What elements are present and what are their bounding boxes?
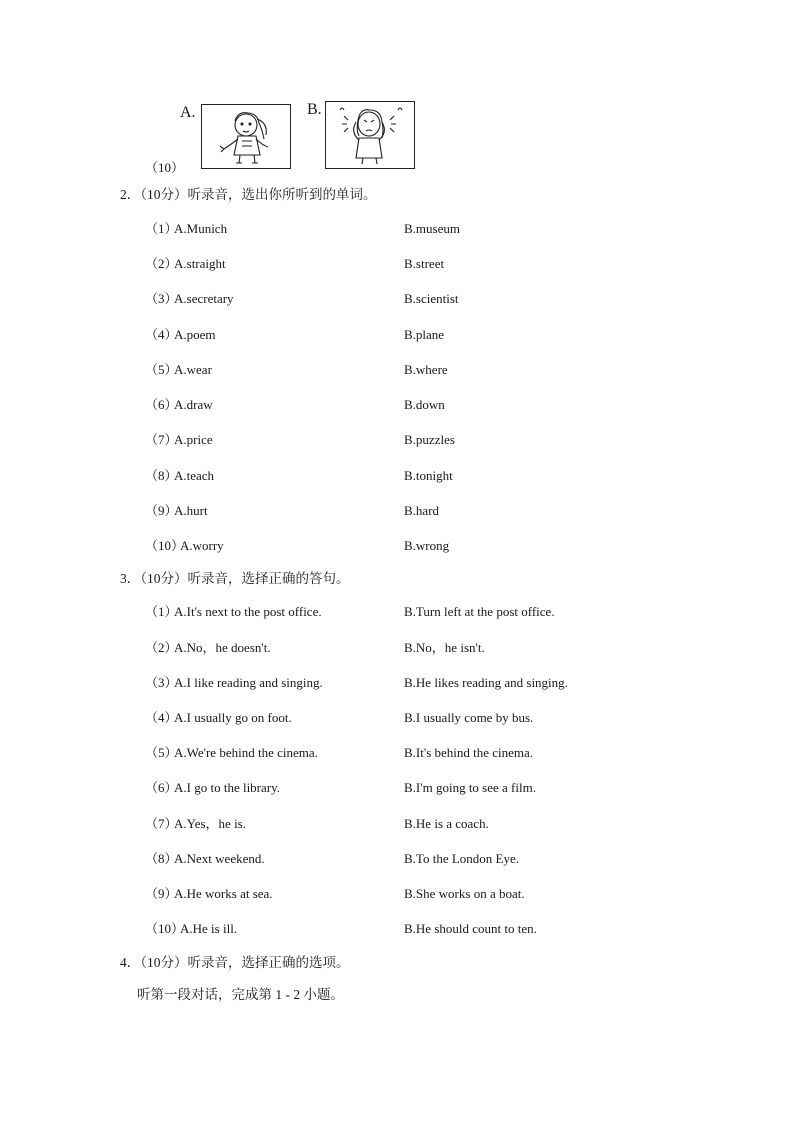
q2-item-1-option-b: B.museum [404, 221, 460, 236]
q3-item-3-number: （3） [145, 675, 178, 690]
q2-item-7-option-a: A.price [174, 432, 213, 447]
q3-item-7-number: （7） [145, 816, 178, 831]
q3-item-4-option-b: B.I usually come by bus. [404, 710, 534, 725]
q3-item-2-option-a: A.No，he doesn't. [174, 640, 271, 655]
q2-item-6-option-a: A.draw [174, 397, 213, 412]
q2-item-9-number: （9） [145, 503, 178, 518]
q2-item-9-option-a: A.hurt [174, 503, 208, 518]
q2-item-10-number: （10） [145, 538, 185, 553]
q3-item-10-number: （10） [145, 921, 185, 936]
q3-item-3-option-b: B.He likes reading and singing. [404, 675, 568, 690]
q2-item-7-number: （7） [145, 432, 178, 447]
q3-item-5-option-a: A.We're behind the cinema. [174, 745, 318, 760]
q3-item-3-option-a: A.I like reading and singing. [174, 675, 323, 690]
q2-item-4-number: （4） [145, 327, 178, 342]
q3-item-9-number: （9） [145, 886, 178, 901]
q3-item-10-option-a: A.He is ill. [180, 921, 238, 936]
q2-item-2-option-b: B.street [404, 256, 445, 271]
q2-item-5-number: （5） [145, 362, 178, 377]
q2-item-5-option-a: A.wear [174, 362, 212, 377]
option-b-picture [325, 101, 415, 169]
q2-item-10-option-b: B.wrong [404, 538, 450, 553]
item-number-10: （10） [145, 160, 185, 175]
q2-item-1-number: （1） [145, 221, 178, 236]
q2-item-10-option-a: A.worry [180, 538, 224, 553]
q3-item-4-option-a: A.I usually go on foot. [174, 710, 292, 725]
q3-item-6-option-b: B.I'm going to see a film. [404, 780, 536, 795]
q2-item-5-option-b: B.where [404, 362, 448, 377]
q3-item-9-option-a: A.He works at sea. [174, 886, 273, 901]
q3-item-8-option-a: A.Next weekend. [174, 851, 265, 866]
q3-item-8-number: （8） [145, 851, 178, 866]
q2-item-4-option-b: B.plane [404, 327, 445, 342]
q2-item-9-option-b: B.hard [404, 503, 440, 518]
q3-item-9-option-b: B.She works on a boat. [404, 886, 525, 901]
q3-item-2-number: （2） [145, 640, 178, 655]
q3-item-6-option-a: A.I go to the library. [174, 780, 281, 795]
q2-item-6-number: （6） [145, 397, 178, 412]
q2-item-8-option-b: B.tonight [404, 468, 453, 483]
q2-item-8-number: （8） [145, 468, 178, 483]
option-a-label: A. [180, 104, 196, 121]
q2-item-7-option-b: B.puzzles [404, 432, 455, 447]
q3-item-5-option-b: B.It's behind the cinema. [404, 745, 534, 760]
q3-item-10-option-b: B.He should count to ten. [404, 921, 537, 936]
q2-item-3-option-a: A.secretary [174, 291, 234, 306]
q3-item-1-option-b: B.Turn left at the post office. [404, 604, 555, 619]
q2-item-3-option-b: B.scientist [404, 291, 459, 306]
q2-item-2-number: （2） [145, 256, 178, 271]
option-b-label: B. [307, 101, 322, 118]
q2-item-4-option-a: A.poem [174, 327, 216, 342]
q3-item-5-number: （5） [145, 745, 178, 760]
q3-item-4-number: （4） [145, 710, 178, 725]
q3-item-8-option-b: B.To the London Eye. [404, 851, 519, 866]
q3-item-7-option-a: A.Yes，he is. [174, 816, 246, 831]
q2-item-8-option-a: A.teach [174, 468, 215, 483]
q4-heading: 4．（10分）听录音，选择正确的选项。 [120, 955, 350, 970]
q2-item-2-option-a: A.straight [174, 256, 226, 271]
q4-instruction: 听第一段对话，完成第 1 - 2 小题。 [137, 987, 344, 1002]
q3-item-6-number: （6） [145, 780, 178, 795]
option-a-picture [201, 104, 291, 169]
q2-item-3-number: （3） [145, 291, 178, 306]
q2-heading: 2．（10分）听录音，选出你所听到的单词。 [120, 187, 377, 202]
q3-item-1-number: （1） [145, 604, 178, 619]
q2-item-1-option-a: A.Munich [174, 221, 228, 236]
q3-item-7-option-b: B.He is a coach. [404, 816, 489, 831]
q3-item-2-option-b: B.No，he isn't. [404, 640, 485, 655]
q2-item-6-option-b: B.down [404, 397, 445, 412]
q3-item-1-option-a: A.It's next to the post office. [174, 604, 322, 619]
q3-heading: 3．（10分）听录音，选择正确的答句。 [120, 571, 350, 586]
